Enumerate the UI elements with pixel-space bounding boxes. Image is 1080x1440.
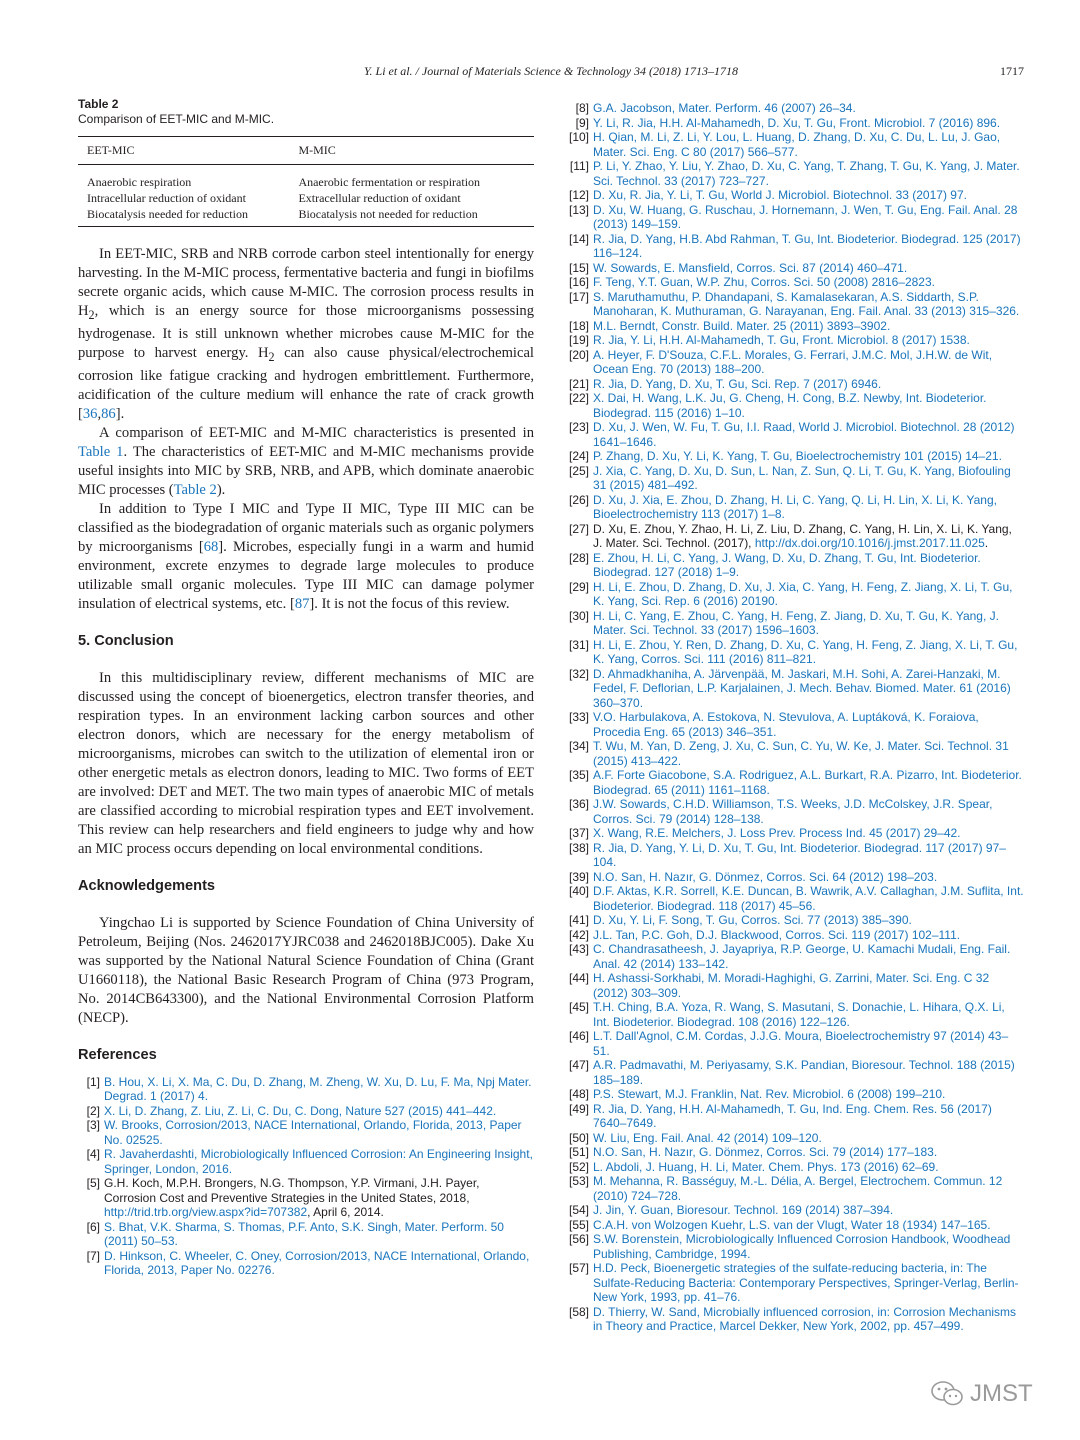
table-cell: Intracellular reduction of oxidant — [87, 191, 246, 205]
reference-number: [49] — [568, 1101, 589, 1116]
reference-item — [562, 377, 1024, 392]
reference-number: [21] — [568, 376, 589, 391]
reference-number: [14] — [568, 231, 589, 246]
reference-item — [78, 1220, 534, 1249]
reference-item — [562, 1174, 1024, 1203]
reference-link[interactable]: D. Xu, R. Jia, Y. Li, T. Gu, World J. Microbiol. Biotechnol. 33 (2017) 97. — [593, 188, 967, 202]
reference-item — [562, 971, 1024, 1000]
reference-number: [27] — [568, 521, 589, 536]
reference-item — [562, 449, 1024, 464]
reference-item — [562, 739, 1024, 768]
reference-item — [562, 551, 1024, 580]
reference-number: [56] — [568, 1232, 589, 1246]
reference-number: [20] — [568, 347, 589, 362]
reference-link[interactable]: H. Ashassi-Sorkhabi, M. Moradi-Haghighi, G. Zarrini, Mater. Sci. Eng. C 32 (2012) 303–309. — [593, 971, 990, 1000]
reference-number: [31] — [568, 637, 589, 652]
reference-number: [5] — [86, 1176, 100, 1191]
reference-item — [78, 1075, 534, 1104]
reference-item — [562, 391, 1024, 420]
reference-link[interactable]: W. Brooks, Corrosion/2013, NACE International, Orlando, Florida, 2013, Paper No. 02525. — [104, 1118, 522, 1147]
reference-item — [562, 1160, 1024, 1175]
reference-number: [48] — [568, 1087, 589, 1101]
table-cell: Anaerobic respiration — [87, 175, 192, 189]
reference-item — [562, 1000, 1024, 1029]
comparison-table — [78, 136, 534, 227]
paragraph-2: A comparison of EET-MIC and M-MIC characteristics is presented in Table 1. The characteristics of EET-MIC and M-MIC mechanisms provide useful insights into MIC by SRB, NRB, and APB, which dominate anaerobic MIC processes (Table 2). — [78, 424, 534, 498]
reference-number: [57] — [568, 1261, 589, 1275]
reference-item — [562, 203, 1024, 232]
reference-number: [58] — [568, 1304, 589, 1319]
table-cell: Biocatalysis needed for reduction — [78, 206, 298, 227]
references-list-right — [562, 101, 1024, 1334]
table-label: Table 2 — [78, 97, 119, 111]
reference-link[interactable]: A.F. Forte Giacobone, S.A. Rodriguez, A.L. Burkart, R.A. Pizarro, Int. Biodeterior. Biodegrad. 65 (2011) 1161–1168. — [593, 768, 1022, 797]
reference-link[interactable]: E. Zhou, H. Li, C. Yang, J. Wang, D. Xu, D. Zhang, T. Gu, Int. Biodeterior. Biodegrad. 127 (2018) 1–9. — [593, 550, 981, 579]
reference-link[interactable]: D. Thierry, W. Sand, Microbially influenced corrosion, in: Corrosion Mechanisms in Theory and Practice, Marcel Dekker, New York, 2002, pp. 457–499. — [593, 1304, 1017, 1333]
reference-number: [30] — [568, 608, 589, 623]
reference-item — [562, 1305, 1024, 1334]
reference-item — [562, 493, 1024, 522]
table-row — [78, 190, 534, 206]
reference-link[interactable]: A.R. Padmavathi, M. Periyasamy, S.K. Pandian, Bioresour. Technol. 188 (2015) 185–189. — [593, 1058, 1015, 1087]
reference-item — [78, 1104, 534, 1119]
running-head — [78, 64, 1024, 82]
reference-url-link[interactable]: http://dx.doi.org/10.1016/j.jmst.2017.11.025 — [754, 536, 985, 550]
reference-number: [1] — [86, 1074, 100, 1089]
reference-link[interactable]: T.H. Ching, B.A. Yoza, R. Wang, S. Masutani, S. Donachie, L. Hihara, Q.X. Li, Int. Biodeterior. Biodegrad. 108 (2016) 122–126. — [593, 1000, 1005, 1029]
reference-link[interactable]: V.O. Harbulakova, A. Estokova, N. Stevulova, A. Luptáková, K. Foraiova, Procedia Eng. 65 (2013) 346–351. — [593, 710, 979, 739]
reference-item — [78, 1249, 534, 1278]
table-caption: Comparison of EET-MIC and M-MIC. — [78, 112, 275, 126]
reference-item — [562, 464, 1024, 493]
reference-link[interactable]: M.L. Berndt, Constr. Build. Mater. 25 (2011) 3893–3902. — [593, 318, 891, 333]
reference-link[interactable]: L.T. Dall'Agnol, C.M. Cordas, J.J.G. Moura, Bioelectrochemistry 97 (2014) 43–51. — [593, 1029, 1009, 1058]
reference-link[interactable]: P. Li, Y. Zhao, Y. Liu, Y. Zhao, D. Xu, C. Yang, T. Zhang, T. Gu, K. Yang, J. Mater. Sci. Technol. 33 (2017) 723–727. — [593, 159, 1020, 188]
reference-link[interactable]: R. Jia, Y. Li, H.H. Al-Mahamedh, T. Gu, Front. Microbiol. 8 (2017) 1538. — [593, 333, 970, 347]
reference-item — [78, 1176, 534, 1220]
reference-number: [15] — [568, 260, 589, 275]
reference-item — [562, 710, 1024, 739]
reference-item — [562, 1218, 1024, 1233]
conclusion-heading: 5. Conclusion — [78, 632, 174, 649]
table-row — [78, 165, 534, 191]
reference-number: [32] — [568, 666, 589, 681]
reference-item — [562, 841, 1024, 870]
reference-link[interactable]: X. Wang, R.E. Melchers, J. Loss Prev. Process Ind. 45 (2017) 29–42. — [593, 826, 961, 840]
watermark — [930, 1378, 1033, 1410]
reference-link[interactable]: D. Xu, W. Huang, G. Ruschau, J. Hornemann, J. Wen, T. Gu, Eng. Fail. Anal. 28 (2013) 149–159. — [593, 202, 1018, 231]
references-list-left — [78, 1075, 534, 1278]
reference-link[interactable]: W. Liu, Eng. Fail. Anal. 42 (2014) 109–120. — [593, 1130, 822, 1145]
reference-number: [51] — [568, 1145, 589, 1159]
reference-number: [40] — [568, 884, 589, 898]
reference-number: [43] — [568, 942, 589, 956]
reference-item — [562, 275, 1024, 290]
reference-number: [18] — [568, 318, 589, 333]
reference-number: [39] — [568, 869, 589, 884]
reference-text: D. Xu, E. Zhou, Y. Zhao, H. Li, Z. Liu, D. Zhang, C. Yang, H. Lin, X. Li, K. Yang, J. Mater. Sci. Technol. (2017), http://dx.doi.org/10.1016/j.jmst.2017.11.025. — [593, 521, 1012, 550]
reference-link[interactable]: W. Sowards, E. Mansfield, Corros. Sci. 87 (2014) 460–471. — [593, 260, 908, 275]
reference-link[interactable]: D. Xu, J. Wen, W. Fu, T. Gu, I.I. Raad, World J. Microbiol. Biotechnol. 28 (2012) 1641–1646. — [593, 420, 1015, 449]
reference-number: [13] — [568, 202, 589, 217]
reference-number: [8] — [575, 101, 589, 115]
reference-number: [23] — [568, 420, 589, 434]
reference-item — [562, 580, 1024, 609]
conclusion-paragraph: In this multidisciplinary review, different mechanisms of MIC are discussed using the concept of bioenergetics, electron transfer theories, and respiration types. In an environment lacking carbon sources and other electron donors, which are necessary for the energy metabolism of microorganisms, microbes can switch to the utilization of elemental iron or other energetic metals as electron donors, leading to MIC. Two forms of EET are involved: DET and MET. The two main types of anaerobic MIC of metals are classified according to microbial respiration types and EET involvement. This review can help researchers and field engineers to judge why and how an MIC process occurs depending on local environmental conditions. — [78, 669, 534, 857]
reference-link[interactable]: S.W. Borenstein, Microbiologically Influenced Corrosion Handbook, Woodhead Publishing, Cambridge, 1994. — [593, 1232, 1011, 1261]
reference-number: [25] — [568, 463, 589, 478]
paragraph-3: In addition to Type I MIC and Type II MIC, Type III MIC can be classified as the biodegradation of organic materials such as organic polymers by microorganisms [68]. Microbes, especially fungi in a warm and humid environment, excrete enzymes to degrade large molecules to produce utilizable small organic molecules. Type III MIC can damage polymer insulation of electrical systems, etc. [87]. It is not the focus of this review. — [78, 500, 534, 612]
acknowledgements-paragraph: Yingchao Li is supported by Science Foundation of China University of Petroleum, Beijing (Nos. 2462017YJRC038 and 2462018BJC005). Dake Xu was supported by the National Natural Science Foundation of China (Grant U1660118), the National Basic Research Program of China (973 Program, No. 2014CB643300), and the National Environmental Corrosion Platform (NECP). — [78, 914, 534, 1026]
reference-link[interactable]: J. Jin, Y. Guan, Bioresour. Technol. 169 (2014) 387–394. — [593, 1203, 894, 1217]
reference-number: [9] — [575, 115, 589, 130]
reference-number: [41] — [568, 913, 589, 927]
reference-link[interactable]: P.S. Stewart, M.J. Franklin, Nat. Rev. Microbiol. 6 (2008) 199–210. — [593, 1087, 946, 1101]
table-1-link[interactable]: Table 1 — [78, 443, 124, 460]
citation-link[interactable]: 36 — [82, 405, 98, 422]
reference-link[interactable]: H. Li, E. Zhou, Y. Ren, D. Zhang, D. Xu, C. Yang, H. Feng, Z. Jiang, X. Li, T. Gu, K. Yang, Corros. Sci. 111 (2016) 811–821. — [593, 637, 1018, 666]
reference-link[interactable]: Y. Li, R. Jia, H.H. Al-Mahamedh, D. Xu, T. Gu, Front. Microbiol. 7 (2016) 896. — [593, 115, 1001, 130]
reference-item — [562, 638, 1024, 667]
reference-number: [47] — [568, 1058, 589, 1072]
reference-link[interactable]: X. Li, D. Zhang, Z. Liu, Z. Li, C. Du, C. Dong, Nature 527 (2015) 441–442. — [104, 1103, 497, 1118]
reference-number: [42] — [568, 927, 589, 942]
reference-number: [53] — [568, 1174, 589, 1188]
paragraph-1: In EET-MIC, SRB and NRB corrode carbon steel intentionally for energy harvesting. In the M-MIC process, fermentative bacteria and fungi in biofilms secrete organic acids, which cause M-MIC. The corrosion process results in $H_2$, which is an energy source for those microorganisms possessing hydrogenase. It is still unknown whether microbes cause M-MIC for the purpose to harvest energy. $H_2$ can also cause physical/electrochemical corrosion like fatigue cracking and hydrogen embrittlement. Furthermore, acidification of the culture medium will enhance the rate of crack growth [36,86]. — [78, 246, 534, 422]
reference-item — [562, 1145, 1024, 1160]
reference-item — [78, 1147, 534, 1176]
reference-number: [50] — [568, 1130, 589, 1145]
wechat-icon — [930, 1380, 964, 1408]
reference-number: [4] — [86, 1147, 100, 1162]
reference-link[interactable]: B. Hou, X. Li, X. Ma, C. Du, D. Zhang, M. Zheng, W. Xu, D. Lu, F. Ma, Npj Mater. Degrad. 1 (2017) 4. — [104, 1074, 532, 1104]
reference-number: [19] — [568, 333, 589, 347]
reference-item — [562, 1203, 1024, 1218]
table-row — [78, 206, 534, 227]
reference-item — [562, 942, 1024, 971]
reference-link[interactable]: J. Xia, C. Yang, D. Xu, D. Sun, L. Nan, Z. Sun, Q. Li, T. Gu, K. Yang, Biofouling 31 (2015) 481–492. — [593, 463, 1011, 492]
reference-item — [562, 913, 1024, 928]
reference-link[interactable]: T. Wu, M. Yan, D. Zeng, J. Xu, C. Sun, C. Yu, W. Ke, J. Mater. Sci. Technol. 31 (2015) 413–422. — [593, 739, 1009, 768]
table-cell: Anaerobic fermentation or respiration — [298, 175, 481, 189]
reference-number: [54] — [568, 1203, 589, 1217]
reference-number: [2] — [86, 1103, 100, 1118]
citation-link[interactable]: 68 — [203, 538, 219, 555]
reference-link[interactable]: R. Jia, D. Yang, Y. Li, D. Xu, T. Gu, Int. Biodeterior. Biodegrad. 117 (2017) 97–104. — [593, 840, 1006, 869]
reference-number: [38] — [568, 840, 589, 855]
reference-item — [562, 1087, 1024, 1102]
reference-item — [562, 667, 1024, 711]
page-number: 1717 — [1000, 64, 1024, 78]
reference-item — [562, 420, 1024, 449]
reference-number: [44] — [568, 971, 589, 985]
reference-item — [562, 1029, 1024, 1058]
reference-item — [562, 188, 1024, 203]
running-title: Y. Li et al. / Journal of Materials Science & Technology 34 (2018) 1713–1718 — [363, 64, 739, 78]
reference-item — [562, 928, 1024, 943]
reference-link[interactable]: S. Bhat, V.K. Sharma, S. Thomas, P.F. Anto, S.K. Singh, Mater. Perform. 50 (2011) 50–53. — [104, 1219, 504, 1249]
reference-link[interactable]: D. Hinkson, C. Wheeler, C. Oney, Corrosion/2013, NACE International, Orlando, Florida, 2013, Paper No. 02276. — [104, 1248, 530, 1278]
reference-link[interactable]: R. Jia, D. Yang, H.H. Al-Mahamedh, T. Gu, Ind. Eng. Chem. Res. 56 (2017) 7640–7649. — [593, 1101, 992, 1130]
reference-link[interactable]: D.F. Aktas, K.R. Sorrell, K.E. Duncan, B. Wawrik, A.V. Callaghan, J.M. Suflita, Int. Biodeterior. Biodegrad. 118 (2017) 45–56. — [593, 884, 1024, 913]
reference-number: [29] — [568, 579, 589, 594]
table-cell: Biocatalysis not needed for reduction — [298, 206, 534, 227]
reference-item — [562, 522, 1024, 551]
reference-link[interactable]: J.L. Tan, P.C. Goh, D.J. Blackwood, Corros. Sci. 119 (2017) 102–111. — [593, 927, 961, 942]
reference-link[interactable]: D. Ahmadkhaniha, A. Järvenpää, M. Jaskari, M.H. Sohi, A. Zarei-Hanzaki, M. Fedel, F. Deflorian, L.P. Karjalainen, J. Mech. Behav. Biomed. Mater. 61 (2016) 360–370. — [593, 666, 1011, 710]
reference-link[interactable]: C. Chandrasatheesh, J. Jayapriya, R.P. George, U. Kamachi Mudali, Eng. Fail. Anal. 42 (2014) 133–142. — [593, 942, 1011, 971]
reference-link[interactable]: G.A. Jacobson, Mater. Perform. 46 (2007) 26–34. — [593, 101, 856, 115]
reference-link[interactable]: S. Maruthamuthu, P. Dhandapani, S. Kamalasekaran, A.S. Siddarth, S.P. Manoharan, K. Muthuraman, G. Narayanan, Eng. Fail. Anal. 33 (2013) 315–326. — [593, 289, 1020, 318]
reference-number: [35] — [568, 768, 589, 782]
reference-link[interactable]: F. Teng, Y.T. Guan, W.P. Zhu, Corros. Sci. 50 (2008) 2816–2823. — [593, 275, 935, 289]
reference-number: [46] — [568, 1029, 589, 1043]
reference-link[interactable]: J.W. Sowards, C.H.D. Williamson, T.S. Weeks, J.D. McColskey, J.R. Spear, Corros. Sci. 79 (2014) 128–138. — [593, 797, 993, 826]
reference-number: [37] — [568, 826, 589, 840]
reference-number: [33] — [568, 710, 589, 724]
reference-item — [562, 348, 1024, 377]
reference-item — [562, 290, 1024, 319]
reference-link[interactable]: M. Mehanna, R. Basséguy, M.-L. Délia, A. Bergel, Electrochem. Commun. 12 (2010) 724–728. — [593, 1174, 1003, 1203]
reference-link[interactable]: D. Xu, Y. Li, F. Song, T. Gu, Corros. Sci. 77 (2013) 385–390. — [593, 913, 912, 927]
reference-link[interactable]: H.D. Peck, Bioenergetic strategies of the sulfate-reducing bacteria, in: The Sulfate-Reducing Bacteria: Contemporary Perspectives, Springer-Verlag, Berlin-New York, 1993, pp. 41–76. — [593, 1261, 1019, 1304]
reference-link[interactable]: A. Heyer, F. D'Souza, C.F.L. Morales, G. Ferrari, J.M.C. Mol, J.H.W. de Wit, Ocean Eng. 70 (2013) 188–200. — [593, 347, 993, 376]
reference-number: [36] — [568, 797, 589, 811]
reference-number: [3] — [86, 1118, 100, 1133]
reference-text: G.H. Koch, M.P.H. Brongers, N.G. Thompson, Y.P. Virmani, J.H. Payer, Corrosion Cost and Preventive Strategies in the United States, 2018, http://trid.trb.org/view.aspx?id=707382, April 6, 2014. — [104, 1176, 480, 1220]
reference-link[interactable]: X. Dai, H. Wang, L.K. Ju, G. Cheng, H. Cong, B.Z. Newby, Int. Biodeterior. Biodegrad. 115 (2016) 1–10. — [593, 391, 987, 420]
body-text — [78, 245, 534, 614]
reference-number: [12] — [568, 188, 589, 202]
reference-link[interactable]: D. Xu, J. Xia, E. Zhou, D. Zhang, H. Li, C. Yang, Q. Li, H. Lin, X. Li, K. Yang, Bioelectrochemistry 113 (2017) 1–8. — [593, 492, 997, 521]
reference-link[interactable]: L. Abdoli, J. Huang, H. Li, Mater. Chem. Phys. 173 (2016) 62–69. — [593, 1159, 939, 1174]
reference-item — [562, 130, 1024, 159]
reference-item — [562, 609, 1024, 638]
reference-link[interactable]: H. Li, E. Zhou, D. Zhang, D. Xu, J. Xia, C. Yang, H. Feng, Z. Jiang, X. Li, T. Gu, K. Yang, Sci. Rep. 6 (2016) 20190. — [593, 579, 1013, 608]
reference-item — [562, 159, 1024, 188]
table-cell: Extracellular reduction of oxidant — [298, 191, 461, 205]
reference-number: [17] — [568, 289, 589, 304]
reference-item — [562, 797, 1024, 826]
reference-link[interactable]: H. Qian, M. Li, Z. Li, Y. Lou, L. Huang, D. Zhang, D. Xu, C. Du, L. Lu, J. Gao, Mater. Sci. Eng. C 80 (2017) 566–577. — [593, 130, 1001, 159]
reference-number: [28] — [568, 550, 589, 565]
reference-link[interactable]: N.O. San, H. Nazır, G. Dönmez, Corros. Sci. 64 (2012) 198–203. — [593, 869, 938, 884]
reference-item — [562, 333, 1024, 348]
citation-link[interactable]: 86 — [101, 405, 116, 422]
reference-item — [78, 1118, 534, 1147]
reference-number: [10] — [568, 130, 589, 144]
reference-item — [562, 1058, 1024, 1087]
left-column — [78, 97, 534, 1278]
table-header-eet: EET-MIC — [78, 137, 298, 165]
acknowledgements-heading: Acknowledgements — [78, 877, 216, 894]
reference-number: [26] — [568, 492, 589, 507]
citation-link[interactable]: 87 — [294, 595, 310, 612]
references-heading: References — [78, 1046, 157, 1063]
reference-link[interactable]: N.O. San, H. Nazır, G. Dönmez, Corros. Sci. 79 (2014) 177–183. — [593, 1145, 938, 1159]
reference-item — [562, 1102, 1024, 1131]
reference-item — [562, 1261, 1024, 1305]
reference-item — [562, 232, 1024, 261]
watermark-text: JMST — [970, 1380, 1033, 1407]
reference-number: [16] — [568, 275, 589, 289]
table-header-row — [78, 137, 534, 165]
reference-number: [24] — [568, 449, 589, 463]
reference-number: [55] — [568, 1217, 589, 1232]
reference-item — [562, 884, 1024, 913]
reference-link[interactable]: R. Jia, D. Yang, H.B. Abd Rahman, T. Gu, Int. Biodeterior. Biodegrad. 125 (2017) 116–124. — [593, 231, 1021, 260]
reference-url-link[interactable]: http://trid.trb.org/view.aspx?id=707382 — [104, 1205, 308, 1220]
reference-item — [562, 826, 1024, 841]
reference-item — [562, 768, 1024, 797]
reference-number: [45] — [568, 1000, 589, 1014]
reference-item — [562, 319, 1024, 334]
reference-item — [562, 261, 1024, 276]
reference-link[interactable]: H. Li, C. Yang, E. Zhou, C. Yang, H. Feng, Z. Jiang, D. Xu, T. Gu, K. Yang, J. Mater. Sci. Technol. 33 (2017) 1596–1603. — [593, 608, 999, 637]
reference-item — [562, 116, 1024, 131]
reference-number: [7] — [86, 1248, 100, 1263]
reference-item — [562, 1232, 1024, 1261]
reference-item — [562, 101, 1024, 116]
table-2-link[interactable]: Table 2 — [173, 481, 217, 498]
reference-link[interactable]: C.A.H. von Wolzogen Kuehr, L.S. van der Vlugt, Water 18 (1934) 147–165. — [593, 1217, 991, 1232]
reference-number: [34] — [568, 739, 589, 753]
reference-number: [52] — [568, 1159, 589, 1174]
reference-link[interactable]: P. Zhang, D. Xu, Y. Li, K. Yang, T. Gu, Bioelectrochemistry 101 (2015) 14–21. — [593, 449, 1002, 463]
reference-link[interactable]: R. Jia, D. Yang, D. Xu, T. Gu, Sci. Rep. 7 (2017) 6946. — [593, 376, 882, 391]
reference-item — [562, 1131, 1024, 1146]
reference-link[interactable]: R. Javaherdashti, Microbiologically Influenced Corrosion: An Engineering Insight, Springer, London, 2016. — [104, 1147, 533, 1176]
reference-number: [22] — [568, 391, 589, 405]
reference-item — [562, 870, 1024, 885]
reference-number: [6] — [86, 1219, 100, 1234]
reference-number: [11] — [569, 159, 589, 173]
table-header-mmic: M-MIC — [298, 137, 534, 165]
